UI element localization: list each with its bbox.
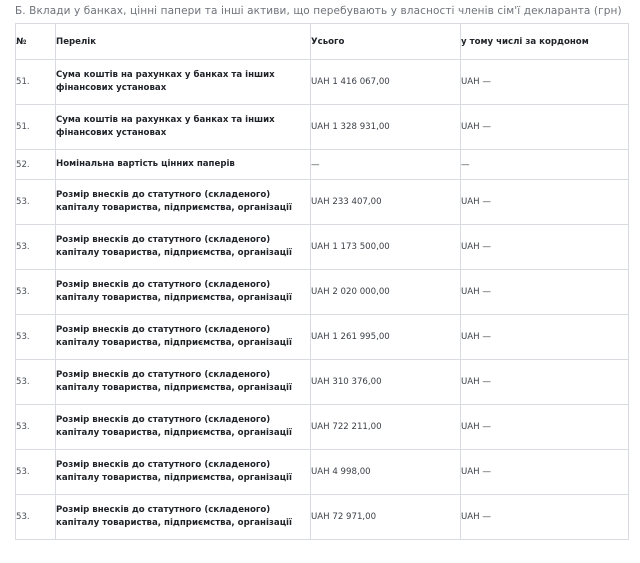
table-row [16, 405, 629, 450]
row-total: UAH 72 971,00 [311, 495, 461, 540]
table-row [16, 150, 629, 180]
assets-table [15, 23, 629, 540]
row-number: 53. [16, 225, 56, 270]
table-row [16, 360, 629, 405]
header-num: № [16, 24, 56, 60]
table-row [16, 450, 629, 495]
row-number: 53. [16, 315, 56, 360]
row-number: 51. [16, 105, 56, 150]
row-abroad: UAH — [461, 225, 629, 270]
row-name: Розмір внесків до статутного (складеного) капіталу товариства, підприємства, організації [56, 270, 311, 315]
row-name: Сума коштів на рахунках у банках та інших фінансових установах [56, 105, 311, 150]
row-abroad: UAH — [461, 495, 629, 540]
row-number: 52. [16, 150, 56, 180]
row-name: Номінальна вартість цінних паперів [56, 150, 311, 180]
row-name: Розмір внесків до статутного (складеного) капіталу товариства, підприємства, організації [56, 315, 311, 360]
row-abroad: UAH — [461, 105, 629, 150]
row-total: UAH 722 211,00 [311, 405, 461, 450]
header-total: Усього [311, 24, 461, 60]
row-number: 53. [16, 450, 56, 495]
row-abroad: UAH — [461, 180, 629, 225]
row-abroad: UAH — [461, 315, 629, 360]
row-total: UAH 1 416 067,00 [311, 60, 461, 105]
row-total: UAH 1 261 995,00 [311, 315, 461, 360]
row-name: Розмір внесків до статутного (складеного) капіталу товариства, підприємства, організації [56, 405, 311, 450]
section-title: Б. Вклади у банках, цінні папери та інші активи, що перебувають у власності членів сім'ї декларанта (грн) [15, 5, 622, 17]
row-abroad: — [461, 150, 629, 180]
header-abroad: у тому числі за кордоном [461, 24, 629, 60]
row-total: UAH 4 998,00 [311, 450, 461, 495]
row-abroad: UAH — [461, 360, 629, 405]
row-total: UAH 2 020 000,00 [311, 270, 461, 315]
row-name: Розмір внесків до статутного (складеного) капіталу товариства, підприємства, організації [56, 225, 311, 270]
table-row [16, 270, 629, 315]
row-abroad: UAH — [461, 405, 629, 450]
header-name: Перелік [56, 24, 311, 60]
row-number: 53. [16, 360, 56, 405]
row-number: 51. [16, 60, 56, 105]
table-header-row [16, 24, 629, 60]
table-row [16, 225, 629, 270]
row-abroad: UAH — [461, 60, 629, 105]
row-total: UAH 1 328 931,00 [311, 105, 461, 150]
table-row [16, 180, 629, 225]
row-name: Розмір внесків до статутного (складеного) капіталу товариства, підприємства, організації [56, 180, 311, 225]
row-number: 53. [16, 495, 56, 540]
row-name: Розмір внесків до статутного (складеного) капіталу товариства, підприємства, організації [56, 450, 311, 495]
row-number: 53. [16, 180, 56, 225]
row-total: UAH 310 376,00 [311, 360, 461, 405]
row-name: Розмір внесків до статутного (складеного) капіталу товариства, підприємства, організації [56, 360, 311, 405]
row-number: 53. [16, 270, 56, 315]
table-row [16, 315, 629, 360]
row-number: 53. [16, 405, 56, 450]
row-total: UAH 1 173 500,00 [311, 225, 461, 270]
row-abroad: UAH — [461, 270, 629, 315]
row-total: — [311, 150, 461, 180]
row-name: Розмір внесків до статутного (складеного) капіталу товариства, підприємства, організації [56, 495, 311, 540]
row-name: Сума коштів на рахунках у банках та інших фінансових установах [56, 60, 311, 105]
table-row [16, 495, 629, 540]
table-row [16, 105, 629, 150]
table-row [16, 60, 629, 105]
row-abroad: UAH — [461, 450, 629, 495]
row-total: UAH 233 407,00 [311, 180, 461, 225]
